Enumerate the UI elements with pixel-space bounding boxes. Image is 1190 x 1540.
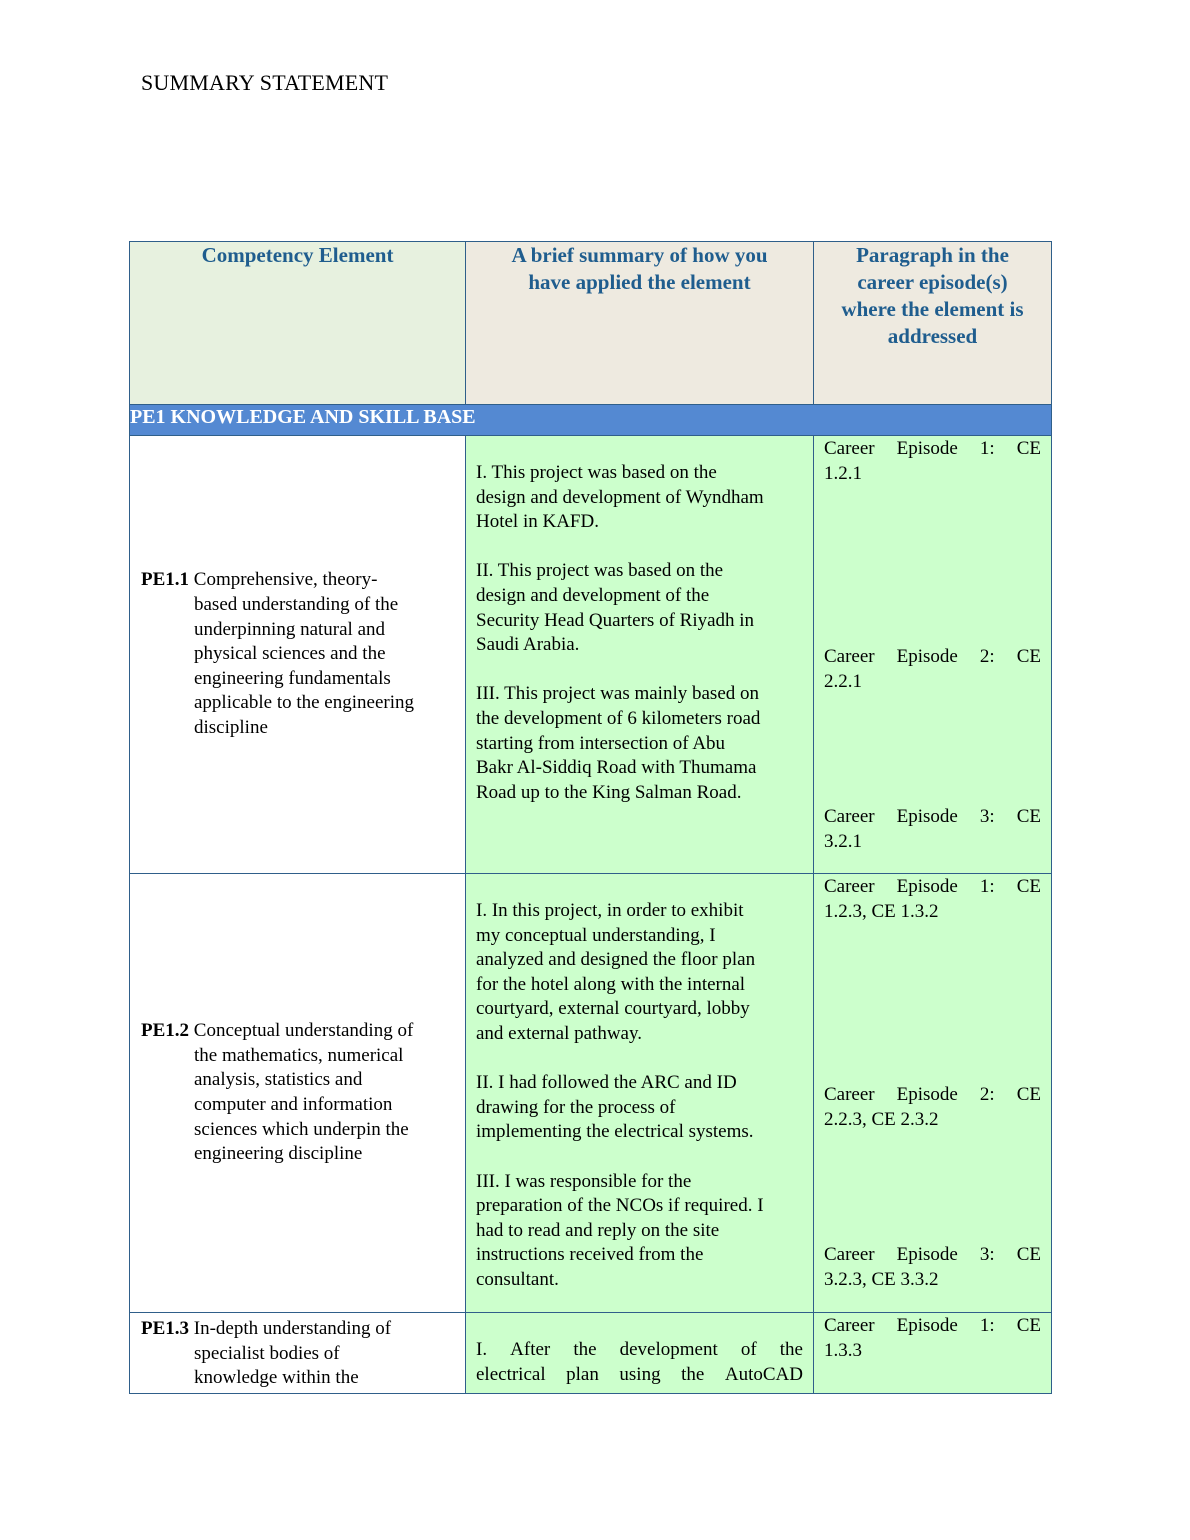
competency-cell: PE1.2 Conceptual understanding of the mathematics, numerical analysis, statistics and computer and information sciences which underpin the engineering discipline bbox=[130, 874, 466, 1313]
summary-paragraph: III. This project was mainly based on the development of 6 kilometers road starting from intersection of Abu Bakr Al-Siddiq Road with Thumama Road up to the King Salman Road. bbox=[476, 683, 761, 803]
table-row bbox=[130, 874, 1052, 1313]
summary-paragraph: III. I was responsible for the preparation of the NCOs if required. I had to read and reply on the site instructions received from the consultant. bbox=[476, 1170, 764, 1290]
section-row bbox=[130, 405, 1052, 436]
header-competency-element: Competency Element bbox=[130, 242, 466, 405]
episode-reference: Career Episode 1: CE 1.2.1 bbox=[824, 438, 1041, 484]
episode-reference: Career Episode 3: CE 3.2.3, CE 3.3.2 bbox=[824, 1244, 1041, 1290]
episode-reference: Career Episode 2: CE 2.2.3, CE 2.3.2 bbox=[824, 1084, 1041, 1130]
summary-paragraph: I. After the development of the electrical plan using the AutoCAD bbox=[476, 1339, 803, 1385]
competency-code: PE1.2 bbox=[141, 1020, 190, 1042]
document-title: SUMMARY STATEMENT bbox=[141, 70, 389, 95]
summary-paragraph: I. This project was based on the design and development of Wyndham Hotel in KAFD. bbox=[476, 462, 764, 533]
summary-cell bbox=[466, 1313, 814, 1394]
episode-cell bbox=[814, 436, 1052, 874]
summary-cell bbox=[466, 436, 814, 874]
episode-reference: Career Episode 2: CE 2.2.1 bbox=[824, 646, 1041, 692]
table-row bbox=[130, 1313, 1052, 1394]
summary-paragraph: II. I had followed the ARC and ID drawing for the process of implementing the electrical systems. bbox=[476, 1072, 754, 1143]
episode-reference: Career Episode 1: CE 1.2.3, CE 1.3.2 bbox=[824, 876, 1041, 922]
competency-cell: PE1.3 In-depth understanding of specialist bodies of knowledge within the bbox=[130, 1313, 466, 1394]
episode-reference: Career Episode 3: CE 3.2.1 bbox=[824, 806, 1041, 852]
table-header-row bbox=[130, 242, 1052, 405]
summary-paragraph: II. This project was based on the design and development of the Security Head Quarters of Riyadh in Saudi Arabia. bbox=[476, 560, 755, 656]
competency-code: PE1.3 bbox=[141, 1318, 190, 1339]
table-row bbox=[130, 436, 1052, 874]
header-paragraph-reference: Paragraph in the career episode(s) where the element is addressed bbox=[814, 242, 1052, 405]
episode-cell bbox=[814, 874, 1052, 1313]
episode-reference: Career Episode 1: CE 1.3.3 bbox=[824, 1315, 1041, 1361]
summary-cell bbox=[466, 874, 814, 1313]
section-heading: PE1 KNOWLEDGE AND SKILL BASE bbox=[130, 405, 1052, 436]
competency-cell: PE1.1 Comprehensive, theory- based understanding of the underpinning natural and physical sciences and the engineering fundamentals applicable to the engineering discipline bbox=[130, 436, 466, 874]
competency-code: PE1.1 bbox=[141, 569, 190, 591]
episode-cell bbox=[814, 1313, 1052, 1394]
summary-statement-table bbox=[129, 241, 1052, 1394]
summary-paragraph: I. In this project, in order to exhibit my conceptual understanding, I analyzed and designed the floor plan for the hotel along with the internal courtyard, external courtyard, lobby and external pathway. bbox=[476, 900, 756, 1044]
header-brief-summary: A brief summary of how you have applied the element bbox=[466, 242, 814, 405]
